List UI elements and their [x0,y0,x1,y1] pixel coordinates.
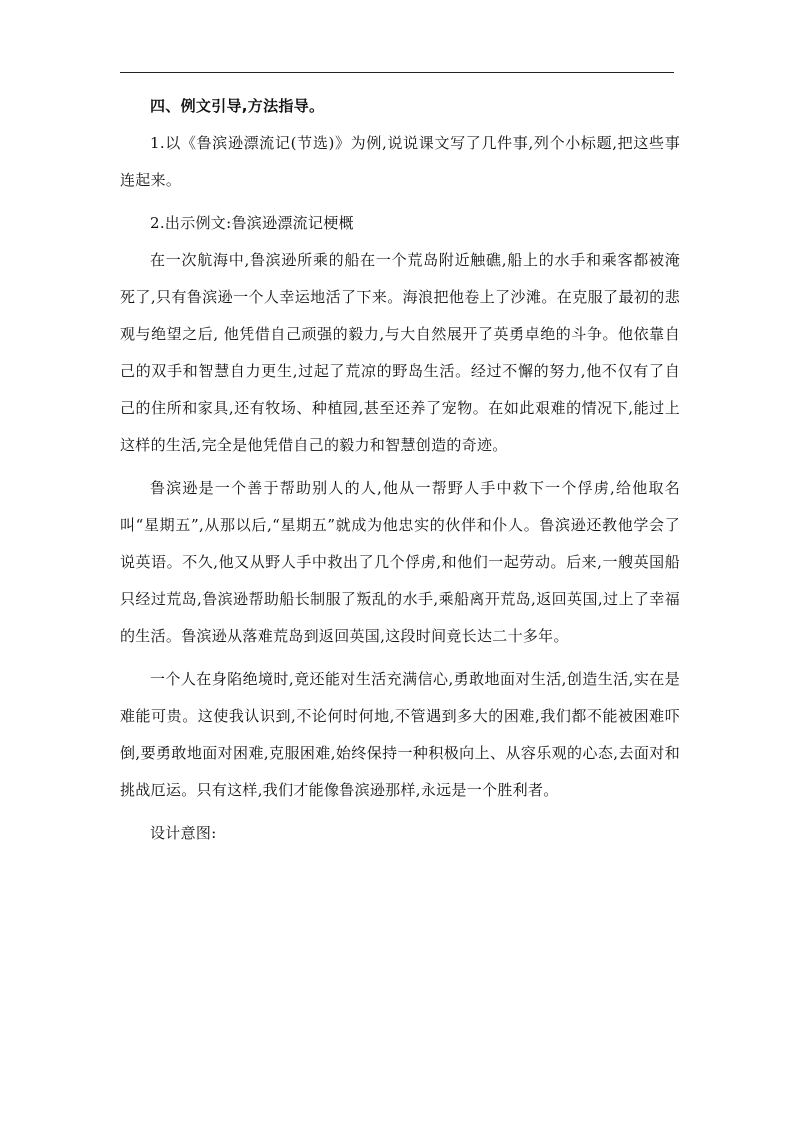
question-item-1: 1.以《鲁滨逊漂流记(节选)》为例,说说课文写了几件事,列个小标题,把这些事连起来。 [120,134,680,189]
example-paragraph: 一个人在身陷绝境时,竟还能对生活充满信心,勇敢地面对生活,创造生活,实在是难能可贵。这使我认识到,不论何时何地,不管遇到多大的困难,我们都不能被困难吓倒,要勇敢地面对困难,克服困难,始终保持一种积极向上、从容乐观的心态,去面对和挑战厄运。只有这样,我们才能像鲁滨逊那样,永远是一个胜利者。 [120,670,680,799]
example-paragraph: 在一次航海中,鲁滨逊所乘的船在一个荒岛附近触礁,船上的水手和乘客都被淹死了,只有鲁滨逊一个人幸运地活了下来。海浪把他卷上了沙滩。在克服了最初的悲观与绝望之后, 他凭借自己顽强的毅力,与大自然展开了英勇卓绝的斗争。他依靠自己的双手和智慧自力更生,过起了荒凉的野岛生活。经过不懈的努力,他不仅有了自己的住所和家具,还有牧场、种植园,甚至还养了宠物。在如此艰难的情况下,能过上这样的生活,完全是他凭借自己的毅力和智慧创造的奇迹。 [120,251,680,454]
section-heading: 四、例文引导,方法指导。 [150,97,325,115]
document-body [120,88,680,852]
design-intent-label: 设计意图: [150,824,217,842]
header-rule [120,72,674,73]
example-paragraph: 鲁滨逊是一个善于帮助别人的人,他从一帮野人手中救下一个俘虏,给他取名叫“星期五”,从那以后,“星期五”就成为他忠实的伙伴和仆人。鲁滨逊还教他学会了说英语。不久,他又从野人手中救出了几个俘虏,和他们一起劳动。后来,一艘英国船只经过荒岛,鲁滨逊帮助船长制服了叛乱的水手,乘船离开荒岛,返回英国,过上了幸福的生活。鲁滨逊从落难荒岛到返回英国,这段时间竟长达二十多年。 [120,479,680,645]
question-item-2: 2.出示例文:鲁滨逊漂流记梗概 [150,214,354,232]
